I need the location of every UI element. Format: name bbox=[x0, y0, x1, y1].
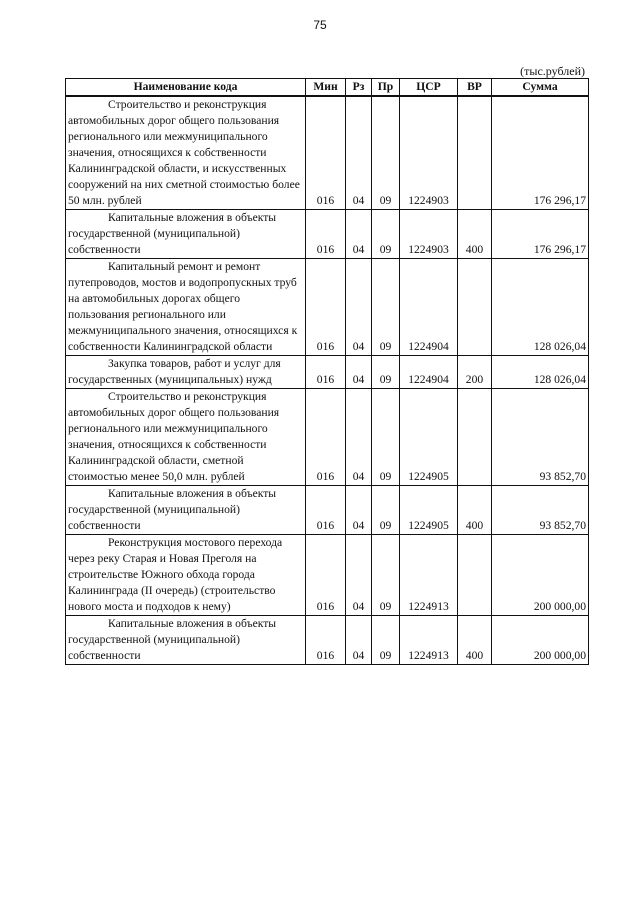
row-vr bbox=[458, 96, 492, 210]
row-csr: 1224903 bbox=[400, 96, 458, 210]
row-sum: 200 000,00 bbox=[492, 616, 589, 665]
table-row bbox=[66, 616, 589, 665]
row-pr: 09 bbox=[372, 389, 400, 486]
row-csr: 1224913 bbox=[400, 616, 458, 665]
row-sum: 128 026,04 bbox=[492, 259, 589, 356]
header-min: Мин bbox=[306, 79, 346, 97]
table-row bbox=[66, 356, 589, 389]
header-csr: ЦСР bbox=[400, 79, 458, 97]
row-name-text: Капитальный ремонт и ремонт путепроводов, мостов и водопропускных труб на автомобильных дорогах общего пользования регионального или межмуниципального значения, относящихся к собственности Калининградской области bbox=[68, 260, 298, 353]
header-pr: Пр bbox=[372, 79, 400, 97]
row-pr: 09 bbox=[372, 259, 400, 356]
row-name-text: Капитальные вложения в объекты государственной (муниципальной) собственности bbox=[68, 617, 277, 662]
row-name bbox=[66, 616, 306, 665]
row-pr: 09 bbox=[372, 96, 400, 210]
row-vr bbox=[458, 389, 492, 486]
header-rz: Рз bbox=[346, 79, 372, 97]
row-csr: 1224905 bbox=[400, 389, 458, 486]
row-csr: 1224904 bbox=[400, 259, 458, 356]
row-name-text: Реконструкция мостового перехода через реку Старая и Новая Преголя на строительстве Южного обхода города Калининграда (II очередь) (строительство нового моста и подходов к нему) bbox=[68, 536, 283, 613]
row-name-text: Строительство и реконструкция автомобильных дорог общего пользования регионального или межмуниципального значения, относящихся к собственности Калининградской области, сметной стоимостью менее 50,0 млн. рублей bbox=[68, 390, 280, 483]
row-name bbox=[66, 535, 306, 616]
row-csr: 1224913 bbox=[400, 535, 458, 616]
row-name-text: Капитальные вложения в объекты государственной (муниципальной) собственности bbox=[68, 211, 277, 256]
row-name bbox=[66, 96, 306, 210]
table-body bbox=[66, 96, 589, 665]
row-name bbox=[66, 389, 306, 486]
row-min: 016 bbox=[306, 259, 346, 356]
row-min: 016 bbox=[306, 389, 346, 486]
budget-table bbox=[65, 78, 589, 665]
row-sum: 93 852,70 bbox=[492, 486, 589, 535]
row-sum: 200 000,00 bbox=[492, 535, 589, 616]
row-name bbox=[66, 486, 306, 535]
row-min: 016 bbox=[306, 616, 346, 665]
row-rz: 04 bbox=[346, 535, 372, 616]
row-name bbox=[66, 259, 306, 356]
table-row bbox=[66, 389, 589, 486]
header-sum: Сумма bbox=[492, 79, 589, 97]
row-name-text: Закупка товаров, работ и услуг для государственных (муниципальных) нужд bbox=[68, 357, 281, 386]
header-name: Наименование кода bbox=[66, 79, 306, 97]
row-rz: 04 bbox=[346, 486, 372, 535]
row-pr: 09 bbox=[372, 616, 400, 665]
row-pr: 09 bbox=[372, 486, 400, 535]
row-min: 016 bbox=[306, 486, 346, 535]
row-rz: 04 bbox=[346, 96, 372, 210]
page-number: 75 bbox=[313, 18, 327, 32]
row-min: 016 bbox=[306, 96, 346, 210]
row-sum: 93 852,70 bbox=[492, 389, 589, 486]
row-rz: 04 bbox=[346, 210, 372, 259]
row-pr: 09 bbox=[372, 210, 400, 259]
row-vr bbox=[458, 259, 492, 356]
row-min: 016 bbox=[306, 210, 346, 259]
header-vr: ВР bbox=[458, 79, 492, 97]
row-name bbox=[66, 210, 306, 259]
row-csr: 1224905 bbox=[400, 486, 458, 535]
row-rz: 04 bbox=[346, 616, 372, 665]
row-vr: 400 bbox=[458, 616, 492, 665]
table-header-row bbox=[66, 79, 589, 97]
row-vr: 200 bbox=[458, 356, 492, 389]
row-rz: 04 bbox=[346, 389, 372, 486]
row-sum: 176 296,17 bbox=[492, 210, 589, 259]
row-pr: 09 bbox=[372, 356, 400, 389]
row-vr: 400 bbox=[458, 210, 492, 259]
row-vr bbox=[458, 535, 492, 616]
row-csr: 1224903 bbox=[400, 210, 458, 259]
units-label: (тыс.рублей) bbox=[520, 64, 585, 78]
table-row bbox=[66, 210, 589, 259]
row-pr: 09 bbox=[372, 535, 400, 616]
table-row bbox=[66, 486, 589, 535]
row-rz: 04 bbox=[346, 356, 372, 389]
row-vr: 400 bbox=[458, 486, 492, 535]
row-name-text: Строительство и реконструкция автомобильных дорог общего пользования регионального или межмуниципального значения, относящихся к собственности Калининградской области, и искусственных сооружений на них сметной стоимостью более 50 млн. рублей bbox=[68, 98, 300, 207]
table-row bbox=[66, 96, 589, 210]
row-min: 016 bbox=[306, 535, 346, 616]
table-row bbox=[66, 259, 589, 356]
row-name-text: Капитальные вложения в объекты государственной (муниципальной) собственности bbox=[68, 487, 277, 532]
table-row bbox=[66, 535, 589, 616]
row-min: 016 bbox=[306, 356, 346, 389]
row-sum: 176 296,17 bbox=[492, 96, 589, 210]
row-csr: 1224904 bbox=[400, 356, 458, 389]
row-name bbox=[66, 356, 306, 389]
row-sum: 128 026,04 bbox=[492, 356, 589, 389]
row-rz: 04 bbox=[346, 259, 372, 356]
